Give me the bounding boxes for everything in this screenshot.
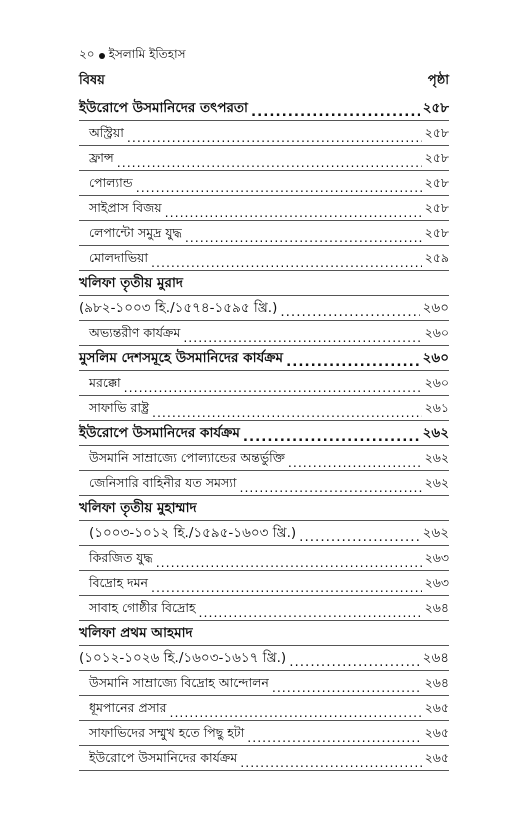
toc-entry-title: সাফাভি রাষ্ট্র xyxy=(89,400,149,415)
toc-entry-title: অস্ট্রিয়া xyxy=(89,125,124,140)
dot-leader xyxy=(185,230,422,245)
toc-entry xyxy=(79,121,449,145)
toc-entry xyxy=(79,321,449,345)
toc-entry xyxy=(79,521,449,545)
dot-leader xyxy=(136,180,422,195)
dot-leader xyxy=(199,605,422,620)
toc-entry xyxy=(79,96,449,120)
toc-entry-title: ধূমপানের প্রসার xyxy=(89,700,167,715)
toc-entry-page: ২৬৪ xyxy=(424,675,449,690)
toc-entry-title: সাইপ্রাস বিজয় xyxy=(89,200,162,215)
toc-entry-title: অভ্যন্তরীণ কার্যক্রম xyxy=(89,325,181,340)
toc-entry-title: মুসলিম দেশসমূহে উসমানিদের কার্যক্রম xyxy=(79,350,284,366)
book-title: ইসলামি ইতিহাস xyxy=(108,47,186,61)
toc-entry xyxy=(79,296,449,320)
toc-entry-title: পোল্যান্ড xyxy=(89,175,133,190)
toc-entry-page: ২৬০ xyxy=(422,300,449,316)
toc-entry-page: ২৬২ xyxy=(424,450,449,465)
dot-leader xyxy=(239,480,421,495)
dot-leader xyxy=(272,680,422,695)
toc-entry-title: মোলদাভিয়া xyxy=(89,250,149,265)
toc-entry xyxy=(79,621,449,645)
toc-entry-page: ২৬০ xyxy=(424,375,449,390)
toc-entry-title: (১০০৩-১০১২ হি./১৫৯৫-১৬০৩ খ্রি.) xyxy=(89,525,297,541)
dot-leader xyxy=(183,330,421,345)
toc-entry xyxy=(79,496,449,520)
dot-leader xyxy=(169,705,421,720)
toc-entry xyxy=(79,471,449,495)
toc-entry-page: ২৬৩ xyxy=(424,575,449,590)
toc-entry xyxy=(79,246,449,270)
toc-entry-title: খলিফা তৃতীয় মুহাম্মাদ xyxy=(79,500,197,516)
toc-entry-title: সাবাহ গোষ্ঠীর বিদ্রোহ xyxy=(89,600,196,615)
dot-leader xyxy=(280,304,419,320)
toc-entry-page: ২৬৫ xyxy=(424,725,449,740)
toc-entry-title: লেপান্টো সমুদ্র যুদ্ধ xyxy=(89,225,182,240)
toc-entry xyxy=(79,571,449,595)
toc-entry xyxy=(79,171,449,195)
toc-entry-page: ২৫৮ xyxy=(424,200,449,215)
dot-leader xyxy=(299,529,420,545)
toc-entry-title: কিরজিত যুদ্ধ xyxy=(89,550,153,565)
toc-entry-title: ফ্রান্স xyxy=(89,150,114,165)
toc-entry-page: ২৫৮ xyxy=(422,100,449,116)
toc-entry-title: জেনিসারি বাহিনীর যত সমস্যা xyxy=(89,475,237,490)
toc-entry xyxy=(79,346,449,370)
dot-leader xyxy=(117,155,422,170)
toc-column-headers xyxy=(79,71,449,92)
dot-leader xyxy=(288,455,422,470)
toc-entry-page: ২৬৪ xyxy=(424,600,449,615)
toc-entry-title: উসমানি সাম্রাজ্যে পোল্যান্ডের অন্তর্ভুক্তি xyxy=(89,450,285,465)
dot-leader xyxy=(124,380,422,395)
toc-entry-title: সাফাভিদের সম্মুখ হতে পিছু হটা xyxy=(89,725,245,740)
toc-entry-page: ২৬০ xyxy=(422,350,449,366)
toc-entry xyxy=(79,646,449,670)
row-divider xyxy=(79,770,449,771)
dot-leader xyxy=(240,755,421,770)
toc-entry-title: (৯৮২-১০০৩ হি./১৫৭৪-১৫৯৫ খ্রি.) xyxy=(79,300,278,316)
toc-entry xyxy=(79,746,449,770)
toc-entry-title: ইউরোপে উসমানিদের তৎপরতা xyxy=(79,100,248,116)
subject-column-header: বিষয় xyxy=(79,73,105,88)
dot-leader xyxy=(165,205,422,220)
toc-entry-page: ২৬২ xyxy=(424,475,449,490)
toc-entry xyxy=(79,596,449,620)
toc-entry xyxy=(79,421,449,445)
dot-leader xyxy=(151,580,422,595)
toc-entry-page: ২৬৩ xyxy=(424,550,449,565)
dot-leader xyxy=(152,405,422,420)
toc-entry xyxy=(79,271,449,295)
toc-entry-page: ২৫৯ xyxy=(424,250,449,265)
dot-leader xyxy=(127,130,422,145)
dot-leader xyxy=(156,555,422,570)
toc-entry-title: ইউরোপে উসমানিদের কার্যক্রম xyxy=(89,750,238,765)
toc-entry-title: ইউরোপে উসমানিদের কার্যক্রম xyxy=(79,425,240,441)
toc-entry-title: বিদ্রোহ দমন xyxy=(89,575,148,590)
toc-entry xyxy=(79,371,449,395)
toc-entry-page: ২৬০ xyxy=(424,325,449,340)
dot-leader xyxy=(247,730,421,745)
dot-leader xyxy=(151,255,422,270)
running-header xyxy=(79,46,186,66)
toc-entry-page: ২৬২ xyxy=(422,425,449,441)
toc-entry-title: খলিফা তৃতীয় মুরাদ xyxy=(79,275,183,291)
toc-entry xyxy=(79,696,449,720)
toc-entry-page: ২৫৮ xyxy=(424,175,449,190)
toc-entry xyxy=(79,221,449,245)
page-number: ২০ xyxy=(79,47,95,61)
toc-entry-title: (১০১২-১০২৬ হি./১৬০৩-১৬১৭ খ্রি.) xyxy=(79,650,287,666)
toc-entry-title: মরক্কো xyxy=(89,375,121,390)
bullet-icon xyxy=(99,53,105,59)
toc-entry-page: ২৬৫ xyxy=(424,750,449,765)
page-column-header: পৃষ্ঠা xyxy=(427,73,449,88)
toc-entry-page: ২৬৪ xyxy=(422,650,449,666)
toc-entry-title: উসমানি সাম্রাজ্যে বিদ্রোহ আন্দোলন xyxy=(89,675,269,690)
toc-entry-page: ২৬২ xyxy=(422,525,449,541)
toc-entry xyxy=(79,196,449,220)
table-of-contents xyxy=(79,96,449,771)
toc-entry xyxy=(79,546,449,570)
toc-entry xyxy=(79,446,449,470)
toc-entry xyxy=(79,721,449,745)
toc-entry-title: খলিফা প্রথম আহমাদ xyxy=(79,625,193,641)
dot-leader xyxy=(243,429,420,445)
toc-entry-page: ২৫৮ xyxy=(424,150,449,165)
dot-leader xyxy=(286,354,420,370)
toc-entry xyxy=(79,396,449,420)
dot-leader xyxy=(289,654,419,670)
toc-entry-page: ২৫৮ xyxy=(424,225,449,240)
dot-leader xyxy=(251,104,420,120)
toc-entry-page: ২৫৮ xyxy=(424,125,449,140)
toc-entry xyxy=(79,671,449,695)
toc-entry xyxy=(79,146,449,170)
toc-entry-page: ২৬৫ xyxy=(424,700,449,715)
toc-entry-page: ২৬১ xyxy=(424,400,449,415)
